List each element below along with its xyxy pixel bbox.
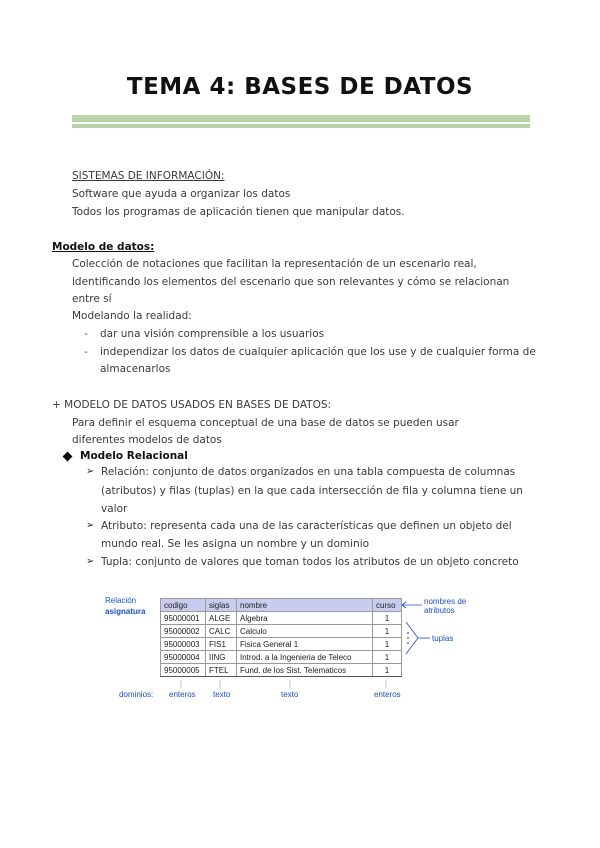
table-cell: ALGE xyxy=(206,612,237,625)
table-cell: FIS1 xyxy=(206,638,237,651)
arrow-bullet-icon: ➢ xyxy=(86,556,95,567)
text-line: identificando los elementos del escenario que son relevantes y cómo se relacionan xyxy=(72,276,510,288)
diamond-bullet-icon xyxy=(63,452,73,462)
attr-names-label-line: atributos xyxy=(424,606,455,615)
text-line: Colección de notaciones que facilitan la representación de un escenario real, xyxy=(72,258,477,270)
table-cell: 1 xyxy=(373,651,402,664)
table-cell: 95000005 xyxy=(161,664,206,677)
bullet-text: independizar los datos de cualquier aplicación que los use y de cualquier forma de xyxy=(100,346,536,358)
table-cell: 95000001 xyxy=(161,612,206,625)
item-text: Relación: conjunto de datos organizados en una tabla compuesta de columnas xyxy=(101,466,516,478)
item-text: (atributos) y filas (tuplas) en la que cada intersección de fila y columna tiene un xyxy=(101,485,523,497)
relation-figure xyxy=(100,592,520,704)
section-heading-modelo-datos: Modelo de datos: xyxy=(52,241,155,253)
item-text: valor xyxy=(101,503,128,515)
item-text: mundo real. Se les asigna un nombre y un dominio xyxy=(101,538,370,550)
table-cell: FTEL xyxy=(206,664,237,677)
table-cell: IING xyxy=(206,651,237,664)
column-header: codigo xyxy=(161,599,206,612)
column-header: nombre xyxy=(237,599,373,612)
table-cell: 95000004 xyxy=(161,651,206,664)
table-cell: 1 xyxy=(373,625,402,638)
table-cell: Calculo xyxy=(237,625,373,638)
table-cell: 1 xyxy=(373,612,402,625)
table-cell: 95000002 xyxy=(161,625,206,638)
relation-label: Relación xyxy=(105,596,137,605)
relation-name: asignatura xyxy=(105,607,146,616)
domains-label: dominios: xyxy=(119,690,154,699)
domain-label: texto xyxy=(213,690,231,699)
text-line: diferentes modelos de datos xyxy=(72,434,222,446)
text-line: Todos los programas de aplicación tienen que manipular datos. xyxy=(72,206,405,218)
attr-names-label xyxy=(424,597,466,615)
tuples-label: tuplas xyxy=(432,634,454,643)
dash-bullet: - xyxy=(84,328,88,340)
bullet-text: dar una visión comprensible a los usuarios xyxy=(100,328,325,340)
text-line: Software que ayuda a organizar los datos xyxy=(72,188,291,200)
section-heading-sistemas: SISTEMAS DE INFORMACIÓN: xyxy=(72,170,225,182)
title-underline xyxy=(72,115,530,129)
column-header: siglas xyxy=(206,599,237,612)
table-cell: 1 xyxy=(373,638,402,651)
domain-label: enteros xyxy=(169,690,196,699)
subheading-modelo-relacional: Modelo Relacional xyxy=(80,450,188,462)
text-line: entre sí xyxy=(72,293,112,305)
section-heading-modelos: + MODELO DE DATOS USADOS EN BASES DE DATOS: xyxy=(52,399,332,411)
table-cell: CALC xyxy=(206,625,237,638)
arrow-bullet-icon: ➢ xyxy=(86,466,95,477)
page-title: TEMA 4: BASES DE DATOS xyxy=(126,74,474,100)
text-line: Para definir el esquema conceptual de una base de datos se pueden usar xyxy=(72,417,459,429)
bullet-text: almacenarlos xyxy=(100,363,171,375)
attr-names-label-line: nombres de xyxy=(424,597,467,606)
item-text: Tupla: conjunto de valores que toman todos los atributos de un objeto concreto xyxy=(101,556,519,568)
table-cell: Introd. a la Ingenieria de Teleco xyxy=(237,651,373,664)
table-cell: Fund. de los Sist. Telematicos xyxy=(237,664,373,677)
table-cell: 1 xyxy=(373,664,402,677)
domain-label: texto xyxy=(281,690,299,699)
dash-bullet: - xyxy=(84,346,88,358)
domain-label: enteros xyxy=(374,690,401,699)
column-header: curso xyxy=(373,599,402,612)
arrow-bullet-icon: ➢ xyxy=(86,520,95,531)
table-cell: Algebra xyxy=(237,612,373,625)
text-line: Modelando la realidad: xyxy=(72,310,192,322)
table-cell: 95000003 xyxy=(161,638,206,651)
table-cell: Fisica General 1 xyxy=(237,638,373,651)
item-text: Atributo: representa cada una de las características que definen un objeto del xyxy=(101,520,512,532)
